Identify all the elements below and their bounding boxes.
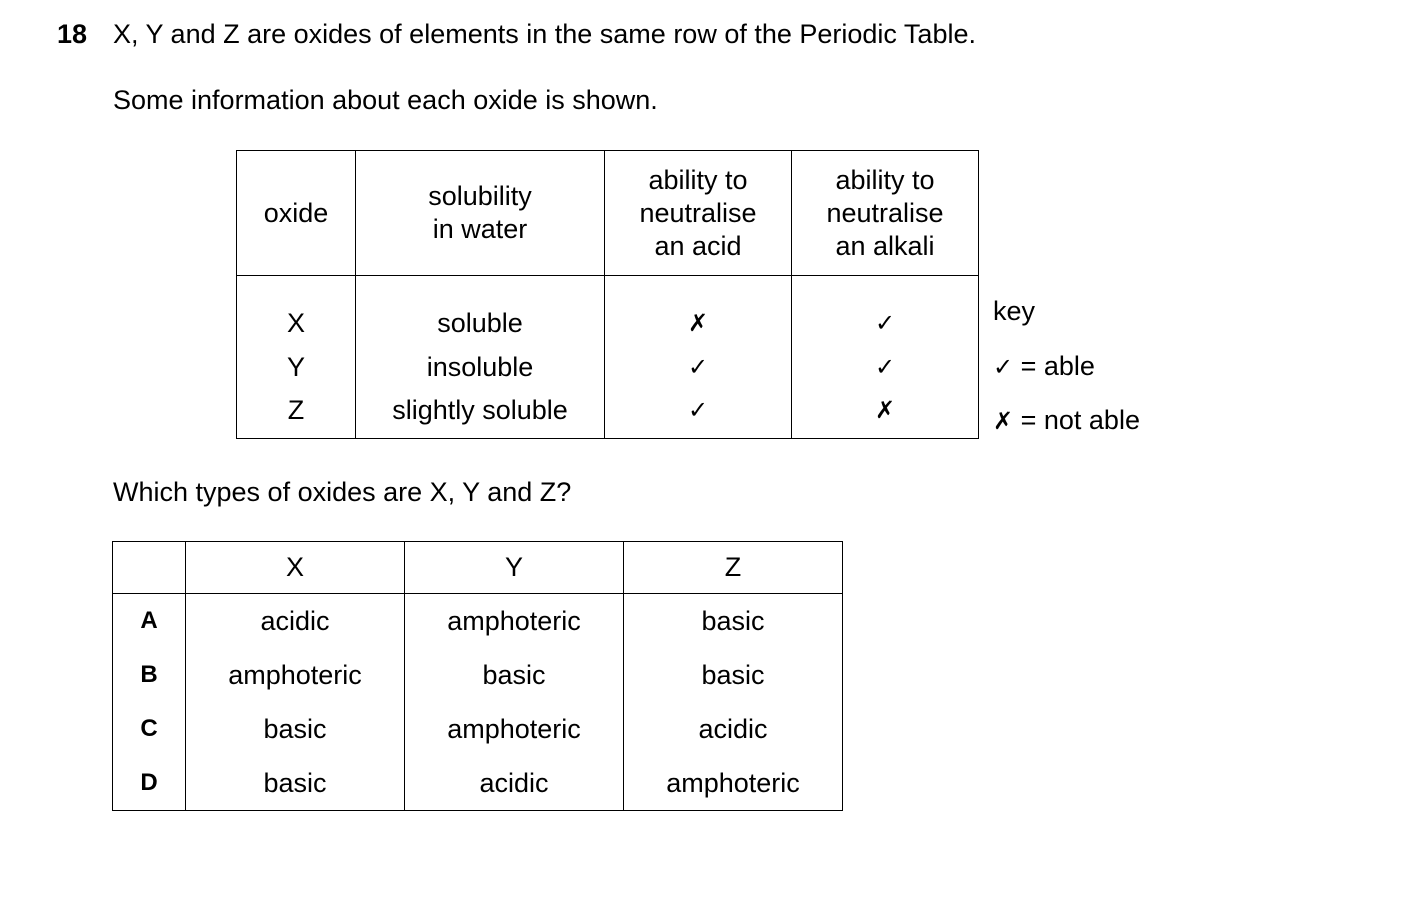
option-row-c[interactable] <box>113 702 843 756</box>
option-z-cell: acidic <box>624 702 843 756</box>
oxide-cell: Z <box>237 394 356 439</box>
key-able-label: = able <box>1013 351 1095 381</box>
option-x-cell: basic <box>186 702 405 756</box>
header-y: Y <box>405 542 624 594</box>
key-title: key <box>993 296 1036 326</box>
intro-text: Some information about each oxide is shown. <box>113 85 658 115</box>
check-icon: ✓ <box>605 394 792 439</box>
option-x-cell: amphoteric <box>186 648 405 702</box>
option-letter[interactable]: C <box>113 702 186 756</box>
question-text: X, Y and Z are oxides of elements in the same row of the Periodic Table. <box>113 19 976 49</box>
option-x-cell: basic <box>186 756 405 811</box>
option-row-a[interactable] <box>113 594 843 649</box>
solubility-cell: insoluble <box>356 340 605 394</box>
cross-icon: ✗ <box>605 276 792 341</box>
header-solubility <box>356 151 605 276</box>
header-alkali-line2: neutralise <box>826 197 944 228</box>
option-row-d[interactable] <box>113 756 843 811</box>
header-oxide-label: oxide <box>263 197 329 228</box>
header-acid-line1: ability to <box>648 164 748 195</box>
option-letter[interactable]: B <box>113 648 186 702</box>
header-z: Z <box>624 542 843 594</box>
header-acid-line3: an acid <box>654 230 742 261</box>
option-z-cell: basic <box>624 648 843 702</box>
answer-options-table <box>112 541 843 811</box>
header-neutralise-acid <box>605 151 792 276</box>
table-row <box>237 394 979 439</box>
option-z-cell: basic <box>624 594 843 649</box>
check-icon: ✓ <box>993 353 1014 381</box>
check-icon: ✓ <box>792 276 979 341</box>
info-header-row <box>237 151 979 276</box>
header-blank <box>113 542 186 594</box>
header-solubility-line2: in water <box>432 214 528 244</box>
header-alkali-line1: ability to <box>835 164 935 195</box>
header-neutralise-alkali <box>792 151 979 276</box>
option-y-cell: amphoteric <box>405 594 624 649</box>
table-row <box>237 340 979 394</box>
option-y-cell: basic <box>405 648 624 702</box>
option-z-cell: amphoteric <box>624 756 843 811</box>
question-prompt: Which types of oxides are X, Y and Z? <box>113 477 572 507</box>
header-acid-line2: neutralise <box>639 197 757 228</box>
option-y-cell: acidic <box>405 756 624 811</box>
check-icon: ✓ <box>792 340 979 394</box>
key-not-able-label: = not able <box>1013 405 1140 435</box>
key-not-able <box>993 404 1140 437</box>
header-oxide <box>237 151 356 276</box>
key-able <box>993 350 1095 383</box>
cross-icon: ✗ <box>993 407 1014 435</box>
question-number: 18 <box>57 19 88 49</box>
oxide-info-table <box>236 150 979 439</box>
option-row-b[interactable] <box>113 648 843 702</box>
options-header-row <box>113 542 843 594</box>
option-letter[interactable]: A <box>113 594 186 649</box>
option-x-cell: acidic <box>186 594 405 649</box>
cross-icon: ✗ <box>792 394 979 439</box>
option-letter[interactable]: D <box>113 756 186 811</box>
check-icon: ✓ <box>605 340 792 394</box>
oxide-cell: X <box>237 276 356 341</box>
option-y-cell: amphoteric <box>405 702 624 756</box>
header-solubility-line1: solubility <box>428 181 532 211</box>
table-row <box>237 276 979 341</box>
header-alkali-line3: an alkali <box>835 230 935 261</box>
solubility-cell: slightly soluble <box>356 394 605 439</box>
header-x: X <box>186 542 405 594</box>
solubility-cell: soluble <box>356 276 605 341</box>
oxide-cell: Y <box>237 340 356 394</box>
